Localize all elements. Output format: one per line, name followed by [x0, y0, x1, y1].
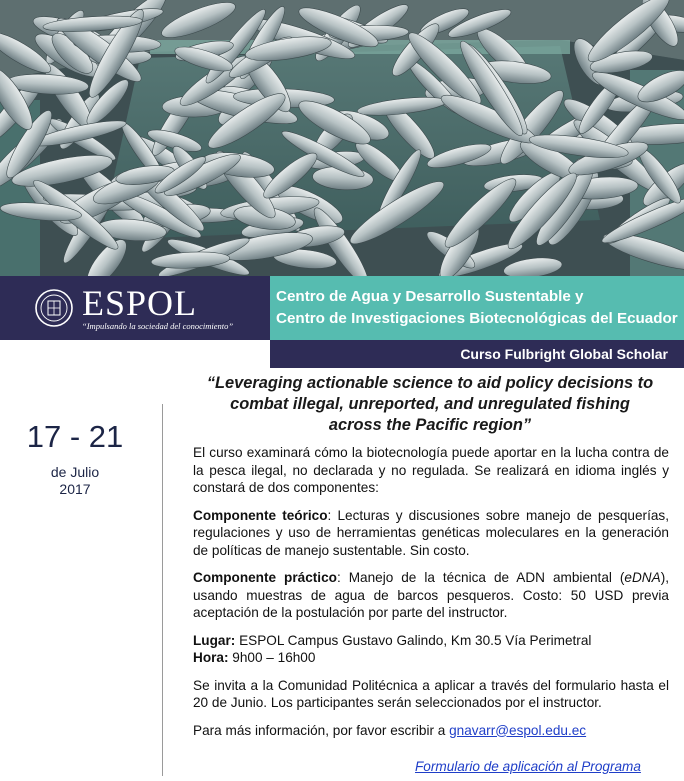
invite-paragraph: Se invita a la Comunidad Politécnica a aplicar a través del formulario hasta el 20 de Junio. Los participantes serán seleccionados por el instructor. [193, 677, 669, 710]
application-form-link[interactable]: Formulario de aplicación al Programa [415, 759, 641, 774]
contact-email-link[interactable]: gnavarr@espol.edu.ec [449, 722, 587, 738]
logo-wordmark: ESPOL [82, 282, 198, 323]
theory-paragraph [193, 507, 669, 560]
practice-paragraph [193, 569, 669, 622]
espol-seal-icon [34, 288, 74, 328]
date-range: 17 - 21 [26, 419, 124, 454]
fish-photo-illustration [0, 0, 684, 276]
practice-text-b: ), usando muestras de agua de barcos pesqueros. Costo: 50 USD previa aceptación de la postulación por parte del instructor. [193, 570, 669, 620]
hero-fish-photo [0, 0, 684, 276]
course-title [188, 373, 672, 436]
info-text: Para más información, por favor escribir a [193, 722, 450, 738]
course-band-spacer [0, 340, 270, 368]
center-line-2: Centro de Investigaciones Biotecnológicas del Ecuador [276, 310, 678, 327]
course-title-line-2: combat illegal, unreported, and unregulated fishing [230, 395, 630, 413]
date-month: de Julio [50, 464, 100, 480]
course-title-line-3: across the Pacific region” [328, 416, 532, 434]
header-band [0, 276, 684, 340]
centers-title [270, 276, 684, 340]
course-description [193, 444, 669, 749]
info-paragraph [193, 722, 669, 740]
date-year: 2017 [59, 481, 91, 497]
course-title-line-1: “Leveraging actionable science to aid policy decisions to [206, 374, 654, 392]
location-text: ESPOL Campus Gustavo Galindo, Km 30.5 Vía Perimetral [235, 632, 592, 648]
location-label: Lugar: [193, 632, 236, 648]
espol-logo [0, 276, 270, 340]
time-text: 9h00 – 16h00 [228, 650, 316, 665]
center-line-1: Centro de Agua y Desarrollo Sustentable y [276, 288, 584, 305]
practice-label: Componente práctico [193, 570, 337, 585]
time-label: Hora: [193, 650, 229, 665]
theory-text: : Lecturas y discusiones sobre manejo de pesquerías, regulaciones y uso de herramientas genéticas moleculares en la generación de políticas de manejo sustentable. Sin costo. [193, 507, 669, 558]
event-dates [0, 418, 150, 498]
course-band [0, 340, 684, 368]
intro-paragraph: El curso examinará cómo la biotecnología puede aportar en la lucha contra de la pesca ilegal, no declarada y no regulada. Se realizará en idioma inglés y constará de dos componentes: [193, 445, 669, 495]
theory-label: Componente teórico [193, 507, 328, 523]
practice-text-a: : Manejo de la técnica de ADN ambiental ( [336, 570, 625, 585]
column-divider [162, 404, 163, 776]
edna-term: eDNA [624, 570, 661, 585]
location-paragraph [193, 632, 669, 667]
logo-tagline: “Impulsando la sociedad del conocimiento” [82, 320, 234, 331]
course-label: Curso Fulbright Global Scholar [270, 340, 684, 368]
